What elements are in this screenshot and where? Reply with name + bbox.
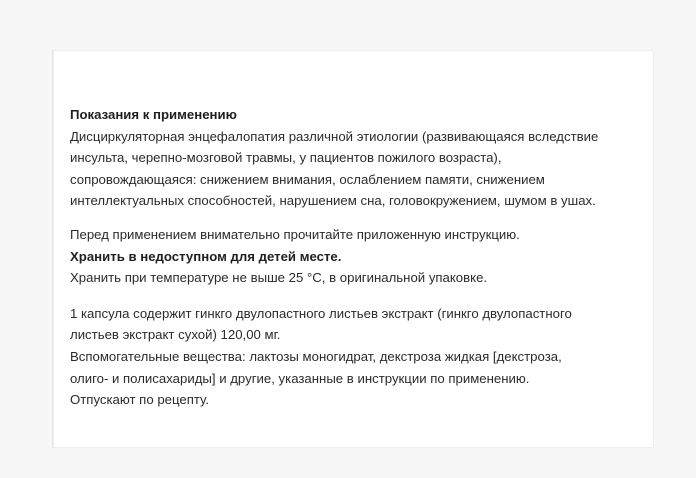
composition-line-4: олиго- и полисахариды] и другие, указанные в инструкции по применению.	[70, 370, 530, 386]
indications-line-1: Дисциркуляторная энцефалопатия различной этиологии (развивающаяся вследствие	[70, 128, 599, 144]
indications-line-3: сопровождающаяся: снижением внимания, ослаблением памяти, снижением	[70, 171, 545, 187]
spacer	[70, 289, 630, 303]
storage-warning: Хранить в недоступном для детей месте.	[70, 248, 342, 264]
spacer	[70, 212, 630, 224]
composition-line-3: Вспомогательные вещества: лактозы моногидрат, декстроза жидкая [декстроза,	[70, 348, 562, 364]
indications-line-2: инсульта, черепно-мозговой травмы, у пациентов пожилого возраста),	[70, 150, 502, 166]
indications-heading: Показания к применению	[70, 107, 237, 122]
composition-line-2: листьев экстракт сухой) 120,00 мг.	[70, 327, 281, 343]
package-text	[70, 104, 630, 411]
instruction-line: Перед применением внимательно прочитайте приложенную инструкцию.	[70, 226, 520, 242]
composition-line-5: Отпускают по рецепту.	[70, 392, 209, 408]
storage-temperature: Хранить при температуре не выше 25 °С, в оригинальной упаковке.	[70, 270, 488, 286]
composition-line-1: 1 капсула содержит гинкго двулопастного листьев экстракт (гинкго двулопастного	[70, 305, 572, 321]
indications-line-4: интеллектуальных способностей, нарушением сна, головокружением, шумом в ушах.	[70, 193, 596, 209]
